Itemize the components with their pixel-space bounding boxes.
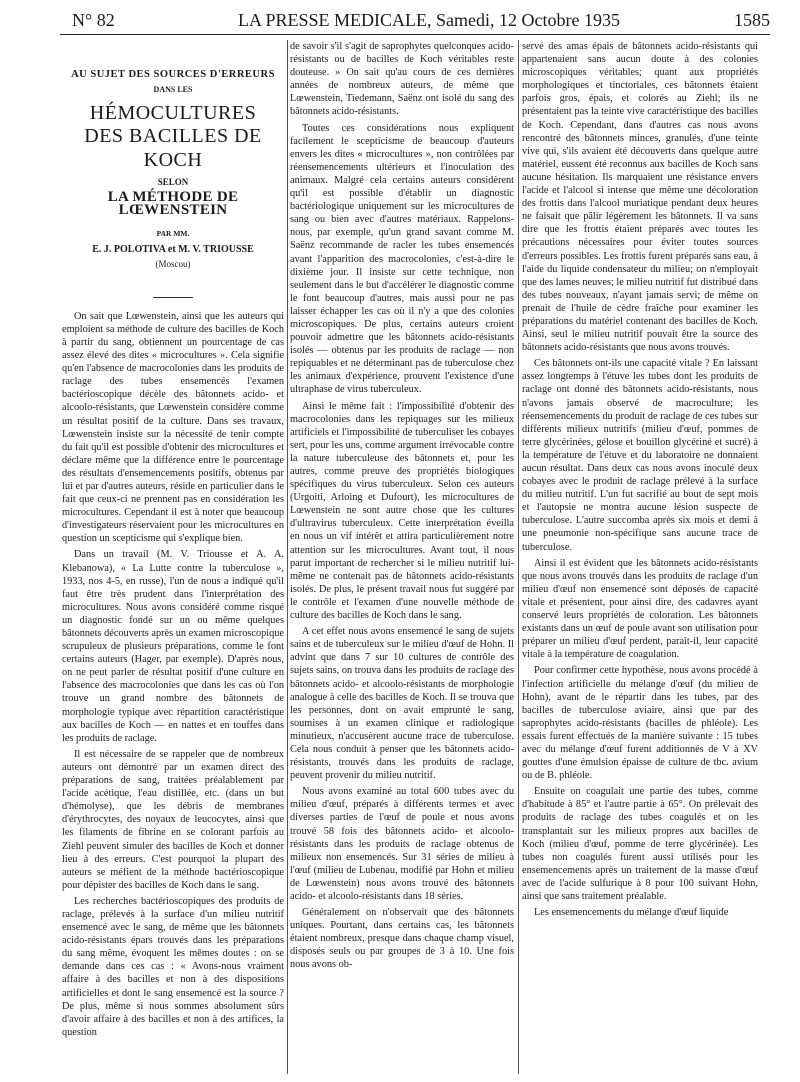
page-number: 1585 [734,10,770,30]
article-kicker: AU SUJET DES SOURCES D'ERREURS [71,69,275,80]
paragraph: On sait que Lœwenstein, ainsi que les auteurs qui emploient sa méthode de culture des bacilles de Koch à partir du sang, obtiennent un pourcentage de cas assez élevé des dites « microcultures ». Cela signifie qu'en l'absence de macrocolonies dans les produits de raclage des tubes ensemencés l'examen bactérioscopique décèle des bâtonnets acido- et alcoolo-résistants, que Lœwenstein considère comme un résultat positif de la culture. Dans ses travaux, Lœwenstein insiste sur la nécessité de tenir compte du fait qu'il est possible d'obtenir des microcultures et déclare même que la différence entre le pourcentage des résultats d'ensemencements positifs, obtenus par lui et par d'autres auteurs, réside en particulier dans le fait que ceux-ci ne prennent pas en considération les microcultures. Cependant il est à noter que beaucoup d'investigateurs réservaient pour les microcultures en question un scepticisme qui s'explique bien. [62,310,284,545]
journal-title: LA PRESSE MEDICALE, Samedi, 12 Octobre 1935 [238,10,620,30]
paragraph: Ces bâtonnets ont-ils une capacité vitale ? En laissant assez longtemps à l'étuve les tubes dont les produits de raclage ont donné des bâtonnets acido-résistants, nous n'avons jamais observé de macroculture; les réensemencements du produit de raclage de ces tubes sur différents milieux nutritifs (milieu d'œuf, pommes de terre glycérinées, gélose et bouillon glycériné et sucré) à la température de l'étuve et du laboratoire ne donnaient aucun résultat. Dans deux cas nous avons inoculé deux cobayes avec le produit de raclage prélevé à la surface du milieu nutritif. L'un fut sacrifié au bout de sept mois et l'autopsie ne montra aucune lésion suspecte de tuberculose. L'autre succomba après six mois et demi à une pneumonie non-spécifique sans aucune trace de tuberculose. [522,358,758,553]
paragraph: de savoir s'il s'agit de saprophytes quelconques acido-résistants ou de bacilles de Koch véritables reste douteuse. » On sait qu'au cours de ces dernières années de nombreux auteurs, de même que Lœwenstein, Tiedemann, Saënz ont isolé du sang des bâtonnets acido-résistants. [290,41,514,118]
article-kicker-2: DANS LES [153,85,193,95]
article-title-line-2: DES BACILLES DE KOCH [84,125,262,172]
column-1 [62,40,284,1082]
paragraph: Dans un travail (M. V. Triousse et A. A. Klebanowa), « La Lutte contre la tuberculose », 1933, nos 4-5, en russe), l'un de nous a indiqué qu'il faut être très prudent dans l'interprétation des microcultures. Nous avons considéré comme risqué un diagnostic fondé sur un ou même quelques bâtonnets découverts après un examen microscopique scrupuleux de plusieurs préparations, comme le font certains auteurs (Hager, par exemple). D'après nous, on ne peut parler de résultat positif d'une culture en l'absence des macrocolonies que dans les cas où l'on trouve un grand nombre des bâtonnets de morphologie typique avec répartition caractéristique aux bacilles de Koch — en nattes et en touffes dans les produits de raclage. [62,549,284,744]
issue-number: N° 82 [72,10,115,30]
article-title-block [62,68,284,298]
article-title-line-3: LA MÉTHODE DE LŒWENSTEIN [107,189,239,219]
paragraph: servé des amas épais de bâtonnets acido-résistants qui appartenaient sans aucun doute à des colonies microscopiques véritables; quant aux propriétés morphologiques et tinctoriales, ces bâtonnets étaient parfois gros, épais, et colorés au Ziehl; ils ne présentaient pas la teinte vive caractéristique des bacilles de Koch. Cependant, dans d'autres cas nous avons rencontré des bâtonnets minces, granulés, d'une teinte vive qui, s'ils avaient été découverts dans quelque autre matériel, eussent été reconnus aux bacilles de Koch sans aucune hésitation. Ils marquaient une résistance envers l'acide et l'alcool si intense que même une décoloration des frottis dans l'alcool muriatique pendant deux heures ne faisait que pâlir légèrement les bâtonnets. Il va sans dire que les frottis étaient préparés avec toutes les précautions nécessaires pour éviter toutes sources d'erreurs possibles. Les frottis furent préparés sans eau, à l'aide du liquide condensateur du milieu; on n'employait que des lames neuves; le milieu nutritif fut distribué dans des tubes nouveaux, n'ayant jamais servi; de même on prenait de l'huile de cèdre fraîche pour examiner les préparations du matériel contenant des bacilles de Koch. Ainsi, seul le milieu nutritif pouvait être la source des bâtonnets acido-résistants que nous avons trouvés. [522,41,758,354]
article-title-line-1: HÉMOCULTURES [89,102,257,125]
paragraph: Il est nécessaire de se rappeler que de nombreux auteurs ont démontré par un examen direct des préparations de sang, traitées préalablement par l'acide acétique, l'eau distillée, etc. (dans un but d'hémolyse), que les débris de membranes d'érythrocytes, des noyaux de leucocytes, ainsi que les filaments de fibrine en se colorant parfois au Ziehl peuvent simuler des bacilles de Koch et donner lieu à des erreurs. C'est pourquoi la plupart des auteurs se méfient de la méthode bactérioscopique pour dépister des bacilles de Koch dans le sang. [62,748,284,891]
paragraph: Ensuite on coagulait une partie des tubes, comme d'habitude à 85° et l'autre partie à 65°. On prélevait des produits de raclage des tubes coagulés et on les transplantait sur les milieux propres aux bacilles de Koch (milieu d'œuf, pomme de terre glycérinée). Les tubes non coagulés furent aussi utilisés pour les ensemencements après un traitement de la masse d'œuf avec de l'acide sulfurique à 8 pour 100 suivant Hohn, ainsi que sans traitement préalable. [522,786,758,902]
article-par: PAR MM. [156,229,190,239]
paragraph: A cet effet nous avons ensemencé le sang de sujets sains et de tuberculeux sur le milieu d'œuf de Hohn. Il advint que dans 7 sur 10 cultures de contrôle des sujets sains, on trouva dans les produits de raclage des bâtonnets acido- et alcoolo-résistants de morphologie analogue à celle des bacilles de Koch. Il se trouva que les personnes, dont on avait emprunté le sang, soumises à un examen clinique et radiologique minutieux, n'accusèrent aucune trace de tuberculose. Cela nous conduit à penser que les bâtonnets acido-résistants, trouvés dans les produits de raclage, peuvent provenir du milieu nutritif. [290,626,514,782]
running-header [0,4,800,36]
paragraph: Généralement on n'observait que des bâtonnets uniques. Pourtant, dans certains cas, les bâtonnets étaient nombreux, presque dans chaque champ visuel, disposés seuls ou par groupes de 3 à 10. Une fois nous avons ob- [290,907,514,971]
column-2 [290,40,514,1082]
article-selon: SELON [157,177,189,188]
title-rule [153,297,193,298]
header-rule [60,34,770,35]
column-divider [518,40,519,1074]
paragraph: Les ensemencements du mélange d'œuf liquide [534,907,729,919]
article-authors: E. J. POLOTIVA et M. V. TRIOUSSE [92,243,254,255]
paragraph: Pour confirmer cette hypothèse, nous avons procédé à l'infection artificielle du mélange d'œuf (du milieu de Hohn), avant de le répartir dans les tubes, par des bacilles de tuberculose aviaire, ainsi que par des saprophytes acido-résistants (bacilles de phléole). Les essais furent effectués de la manière suivante : 15 tubes avec du mélange d'œuf furent additionnés de V à XV gouttes d'une émulsion épaisse de culture de tbc. avium ou de B. phléole. [522,665,758,782]
paragraph: Les recherches bactérioscopiques des produits de raclage, prélevés à la surface d'un milieu nutritif ensemencé avec le sang, de même que les bâtonnets acido-résistants épars trouvés dans les préparations du sang même, évoquent les mêmes doutes : on se demande dans ces cas : « Avons-nous vraiment affaire à des bacilles et non à des dispositions artificielles et dont le sang ensemencé est la source ? De plus, même si nous sommes absolument sûrs d'avoir affaire à des bacilles et non à des artifices, la question [62,895,284,1038]
paragraph: Ainsi il est évident que les bâtonnets acido-résistants que nous avons trouvés dans les produits de raclage d'un milieu d'œuf non ensemencé sont déposés de capacité vitale et présentent, pour ainsi dire, des cadavres ayant conservé leurs propriétés de coloration. Les bâtonnets existants dans un œuf de poule avant son utilisation pour préparer un milieu d'œuf perdent, paraît-il, leur capacité vitale à la température de coagulation. [522,557,758,661]
paragraph: Nous avons examiné au total 600 tubes avec du milieu d'œuf, préparés à différents termes et avec diverses parties de l'œuf de poule et nous avons trouvé 58 fois des bâtonnets acido- et alcoolo-résistants dans les produits de raclage obtenus de milieux non ensemencés. Sur 31 séries de milieu à l'œuf (milieu de Lubenau, modifié par Hohn et milieu de Lœwenstein) nous avons trouvé des bâtonnets acido- et alcoolo-résistants dans 18 séries. [290,786,514,902]
paragraph: Ainsi le même fait : l'impossibilité d'obtenir des macrocolonies dans les repiquages sur les milieux artificiels et l'impossibilité de tuberculiser les cobayes sert, pour les uns, comme argument irrévocable contre la nature tuberculeuse des bâtonnets et, pour les autres, comme preuve des propriétés biologiques spécifiques du virus tuberculeux. Selon ces auteurs (Urgoiti, Arloing et Dufourt), les microcultures de Lœwenstein ne sont autre chose que les cultures d'ultravirus tuberculeux. Cette interprétation éveilla en nous un vif intérêt et attira particulièrement notre attention sur les microcultures. Avant tout, il nous parut important de rechercher si le milieu nutritif lui-même ne contenait pas de bâtonnets acido-résistants isolés. De plus, le présent travail nous fut suggéré par le contrôle et l'examen d'une nouvelle méthode de culture des bacilles de Koch dans le sang. [290,400,514,622]
article-place: (Moscou) [155,258,191,269]
column-divider [287,40,288,1074]
column-3 [522,40,758,1082]
paragraph: Toutes ces considérations nous expliquent facilement le scepticisme de beaucoup d'auteurs envers les dites « microcultures », non contrôlées par réensemencements ultérieurs et l'inoculation des animaux. Malgré cela certains auteurs considèrent qu'il est possible d'établir un diagnostic bactériologique uniquement sur les microcultures de sang ou bien avec d'autres matériaux. Rappelons-nous, par exemple, qu'un grand savant comme M. Saënz recommande de racler les tubes ensemencés avant l'apparition des macrocolonies, c'est-à-dire le dixième jour. Il insiste sur cette technique, non seulement dans le but d'accélérer le diagnostic comme le font beaucoup d'autres, mais aussi pour ne pas laisser échapper les cas où il n'y a que des colonies microscopiques. De plus, certains auteurs croient pouvoir admettre que les bâtonnets acido-résistants isolés — obtenus par les produits de raclage — non repiquables et ne déterminant pas de tuberculose chez les animaux d'expérience, prouvent l'existence d'une ultraphase de virus tuberculeux. [290,122,514,396]
